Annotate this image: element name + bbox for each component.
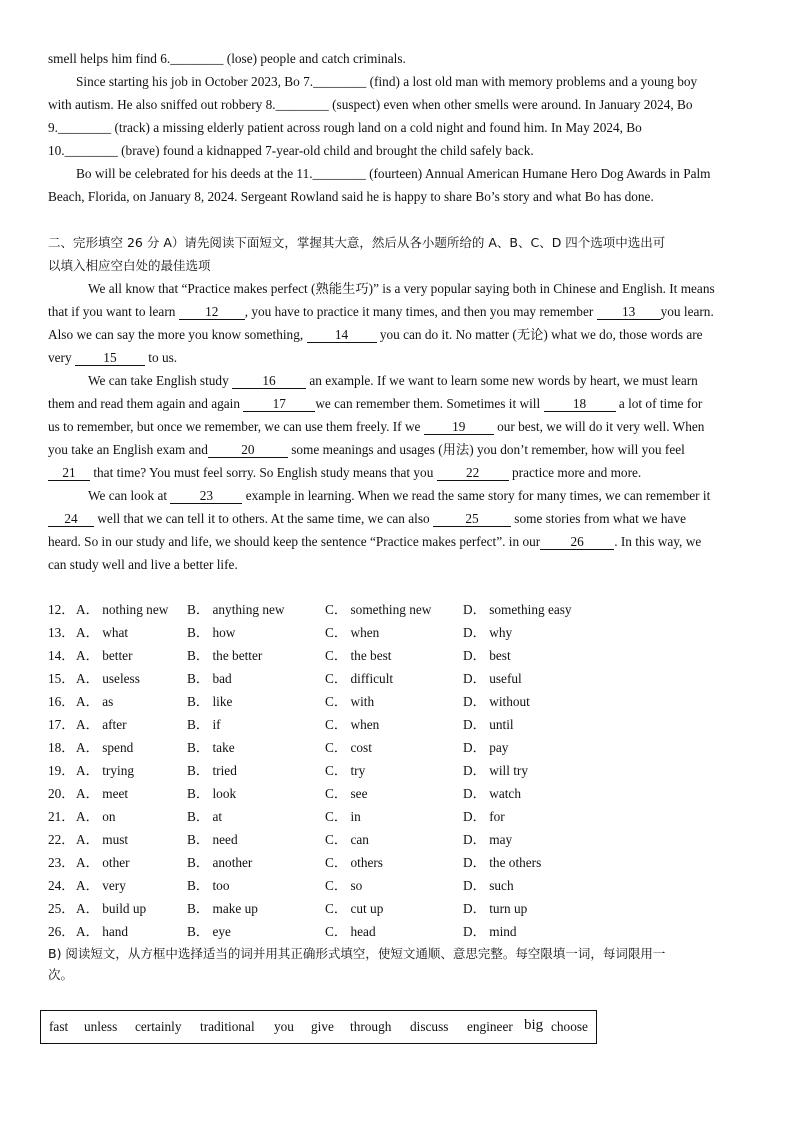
cloze-line <box>88 372 698 390</box>
option-b[interactable]: B． another <box>187 855 253 870</box>
section-heading: 二、完形填空 26 分 A）请先阅读下面短文，掌握其大意，然后从各小题所给的 A、B、C、D 四个选项中选出可 <box>48 235 666 250</box>
option-c[interactable]: C． others <box>325 855 383 870</box>
option-a[interactable]: A． trying <box>76 763 134 778</box>
option-a[interactable]: A． nothing new <box>76 602 169 617</box>
option-d[interactable]: D． will try <box>463 763 529 778</box>
question-number: 14． <box>48 648 75 663</box>
word-box-item: certainly <box>135 1019 182 1034</box>
option-c[interactable]: C． when <box>325 625 380 640</box>
option-d[interactable]: D． turn up <box>463 901 528 916</box>
option-d[interactable]: D． watch <box>463 786 521 801</box>
option-a[interactable]: A． must <box>76 832 129 847</box>
option-a[interactable]: A． after <box>76 717 127 732</box>
cloze-line <box>48 349 177 367</box>
word-box-item: fast <box>49 1019 69 1034</box>
option-a[interactable]: A． other <box>76 855 130 870</box>
blank-20[interactable]: 20 <box>208 442 288 458</box>
question-number: 16． <box>48 694 75 709</box>
option-b[interactable]: B． how <box>187 625 236 640</box>
question-number: 26． <box>48 924 75 939</box>
option-a[interactable]: A． useless <box>76 671 140 686</box>
option-d[interactable]: D． best <box>463 648 511 663</box>
option-d[interactable]: D． something easy <box>463 602 572 617</box>
section-heading-cont: 以填入相应空白处的最佳选项 <box>48 258 211 273</box>
word-box-item: big <box>524 1017 544 1033</box>
cloze-line <box>48 464 641 482</box>
option-b[interactable]: B． anything new <box>187 602 285 617</box>
cloze-text: an example. If we want to learn some new words by heart, we must learn <box>306 373 698 388</box>
option-b[interactable]: B． at <box>187 809 223 824</box>
option-b[interactable]: B． look <box>187 786 237 801</box>
blank-14[interactable]: 14 <box>307 327 377 343</box>
word-box-item: you <box>274 1019 294 1034</box>
passage-line: smell helps him find 6.________ (lose) people and catch criminals. <box>48 51 406 66</box>
question-number: 22． <box>48 832 75 847</box>
option-c[interactable]: C． the best <box>325 648 392 663</box>
cloze-text: We can take English study <box>88 373 233 388</box>
question-number: 24． <box>48 878 75 893</box>
word-box <box>40 1010 597 1044</box>
question-number: 17． <box>48 717 75 732</box>
cloze-text: some meanings and usages (用法) you don’t remember, how will you feel <box>287 442 685 457</box>
option-a[interactable]: A． spend <box>76 740 134 755</box>
cloze-text: Also we can say the more you know something, <box>48 327 307 342</box>
passage-line: Since starting his job in October 2023, Bo 7.________ (find) a lost old man with memory problems and a young boy <box>76 74 698 89</box>
blank-24[interactable]: 24 <box>48 511 94 527</box>
passage-line: 9.________ (track) a missing elderly patient across rough land on a cold night and found him. In May 2024, Bo <box>48 120 642 135</box>
blank-17[interactable]: 17 <box>243 396 315 412</box>
option-b[interactable]: B． eye <box>187 924 231 939</box>
option-c[interactable]: C． head <box>325 924 376 939</box>
cloze-line <box>48 326 703 344</box>
option-d[interactable]: D． mind <box>463 924 517 939</box>
partB-instructions-cont: 次。 <box>48 967 74 982</box>
option-c[interactable]: C． something new <box>325 602 432 617</box>
cloze-text: that time? You must feel sorry. So English study means that you <box>90 465 437 480</box>
option-d[interactable]: D． without <box>463 694 530 709</box>
option-c[interactable]: C． with <box>325 694 375 709</box>
passage-line: Beach, Florida, on January 8, 2024. Sergeant Rowland said he is happy to share Bo’s story and what Bo has done. <box>48 189 654 204</box>
option-c[interactable]: C． cost <box>325 740 372 755</box>
cloze-text: we can remember them. Sometimes it will <box>315 396 544 411</box>
question-number: 20． <box>48 786 75 801</box>
word-box-item: choose <box>551 1019 588 1034</box>
option-b[interactable]: B． too <box>187 878 230 893</box>
blank-16[interactable]: 16 <box>232 373 306 389</box>
cloze-line: We all know that “Practice makes perfect (熟能生巧)” is a very popular saying both in Chinese and English. It means <box>88 281 715 296</box>
blank-13[interactable]: 13 <box>597 304 661 320</box>
blank-19[interactable]: 19 <box>424 419 494 435</box>
option-b[interactable]: B． make up <box>187 901 258 916</box>
cloze-line: can study well and live a better life. <box>48 557 238 572</box>
cloze-line <box>88 487 710 505</box>
option-a[interactable]: A． build up <box>76 901 147 916</box>
question-number: 25． <box>48 901 75 916</box>
blank-26[interactable]: 26 <box>540 534 614 550</box>
option-a[interactable]: A． better <box>76 648 133 663</box>
cloze-text: well that we can tell it to others. At the same time, we can also <box>94 511 433 526</box>
option-b[interactable]: B． like <box>187 694 233 709</box>
cloze-line <box>48 441 685 459</box>
word-box-item: through <box>350 1019 392 1034</box>
option-b[interactable]: B． need <box>187 832 238 847</box>
option-c[interactable]: C． cut up <box>325 901 384 916</box>
blank-22[interactable]: 22 <box>437 465 509 481</box>
option-d[interactable]: D． useful <box>463 671 522 686</box>
option-c[interactable]: C． so <box>325 878 363 893</box>
option-b[interactable]: B． if <box>187 717 221 732</box>
question-number: 12． <box>48 602 75 617</box>
cloze-text: example in learning. When we read the same story for many times, we can remember it <box>242 488 711 503</box>
partB-instructions: B) 阅读短文，从方框中选择适当的词并用其正确形式填空，使短文通顺、意思完整。每空限填一词，每词限用一 <box>48 946 666 961</box>
word-box-item: traditional <box>200 1019 255 1034</box>
cloze-text: a lot of time for <box>615 396 703 411</box>
cloze-text: practice more and more. <box>508 465 642 480</box>
option-c[interactable]: C． try <box>325 763 366 778</box>
cloze-text: , you have to practice it many times, and then you may remember <box>244 304 597 319</box>
option-c[interactable]: C． when <box>325 717 380 732</box>
option-b[interactable]: B． bad <box>187 671 232 686</box>
cloze-line <box>48 533 701 551</box>
passage-line: Bo will be celebrated for his deeds at the 11.________ (fourteen) Annual American Humane Hero Dog Awards in Palm <box>76 166 711 181</box>
cloze-text: our best, we will do it very well. When <box>493 419 705 434</box>
option-c[interactable]: C． in <box>325 809 361 824</box>
cloze-line <box>48 395 702 413</box>
option-b[interactable]: B． tried <box>187 763 237 778</box>
option-a[interactable]: A． hand <box>76 924 129 939</box>
cloze-text: you learn. <box>660 304 714 319</box>
option-c[interactable]: C． can <box>325 832 369 847</box>
option-a[interactable]: A． what <box>76 625 129 640</box>
blank-18[interactable]: 18 <box>544 396 616 412</box>
option-b[interactable]: B． the better <box>187 648 263 663</box>
blank-23[interactable]: 23 <box>170 488 242 504</box>
word-box-item: give <box>311 1019 334 1034</box>
option-d[interactable]: D． may <box>463 832 513 847</box>
option-b[interactable]: B． take <box>187 740 235 755</box>
option-c[interactable]: C． difficult <box>325 671 394 686</box>
question-number: 23． <box>48 855 75 870</box>
option-d[interactable]: D． such <box>463 878 514 893</box>
blank-12[interactable]: 12 <box>179 304 245 320</box>
blank-15[interactable]: 15 <box>75 350 145 366</box>
cloze-text: us to remember, but once we remember, we can use them freely. If we <box>48 419 424 434</box>
cloze-text: some stories from what we have <box>510 511 687 526</box>
cloze-text: . In this way, we <box>614 534 702 549</box>
cloze-line <box>48 418 704 436</box>
question-number: 13． <box>48 625 75 640</box>
option-d[interactable]: D． until <box>463 717 514 732</box>
option-a[interactable]: A． very <box>76 878 126 893</box>
option-a[interactable]: A． as <box>76 694 114 709</box>
question-number: 19． <box>48 763 75 778</box>
blank-25[interactable]: 25 <box>433 511 511 527</box>
cloze-text: them and read them again and again <box>48 396 244 411</box>
option-d[interactable]: D． for <box>463 809 505 824</box>
cloze-text: very <box>48 350 75 365</box>
passage-line: 10.________ (brave) found a kidnapped 7-year-old child and brought the child safely back. <box>48 143 534 158</box>
cloze-text: to us. <box>144 350 178 365</box>
question-number: 18． <box>48 740 75 755</box>
question-number: 21． <box>48 809 75 824</box>
cloze-text: you take an English exam and <box>48 442 208 457</box>
cloze-text: We can look at <box>88 488 171 503</box>
word-box-item: unless <box>84 1019 118 1034</box>
blank-21[interactable]: 21 <box>48 465 90 481</box>
cloze-text: you can do it. No matter (无论) what we do, those words are <box>376 327 703 342</box>
passage-line: with autism. He also sniffed out robbery 8.________ (suspect) even when other smells were around. In January 2024, Bo <box>48 97 693 112</box>
cloze-line <box>48 303 714 321</box>
option-a[interactable]: A． on <box>76 809 116 824</box>
cloze-text: heard. So in our study and life, we should keep the sentence “Practice makes perfect”. in our <box>48 534 541 549</box>
cloze-text: that if you want to learn <box>48 304 179 319</box>
question-number: 15． <box>48 671 75 686</box>
option-d[interactable]: D． why <box>463 625 513 640</box>
word-box-item: engineer <box>467 1019 513 1034</box>
word-box-item: discuss <box>410 1019 449 1034</box>
option-a[interactable]: A． meet <box>76 786 129 801</box>
option-d[interactable]: D． the others <box>463 855 542 870</box>
cloze-line <box>48 510 686 528</box>
option-c[interactable]: C． see <box>325 786 368 801</box>
option-d[interactable]: D． pay <box>463 740 509 755</box>
